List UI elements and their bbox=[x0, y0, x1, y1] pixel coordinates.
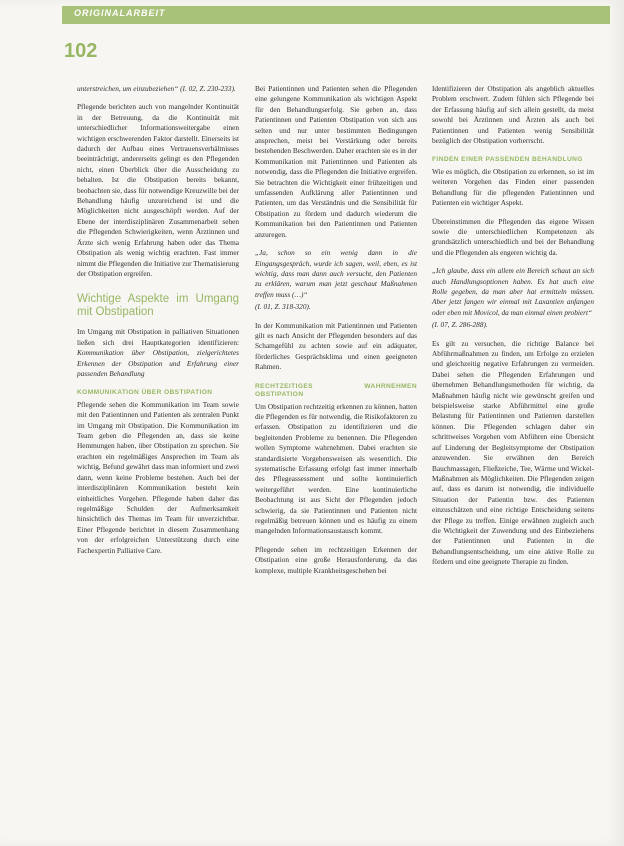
interview-quote: „Ich glaube, dass ein allem ein Bereich schaut an sich auch Handlungsoptionen haben. Es hat auch eine Rolle gegeben, da man aber hat ermitteln müssen. Aber jetzt fangen wir einmal mit Laxantien anfangen oder eben mit Movicol, da man einmal einen probiert“ bbox=[432, 266, 594, 317]
interview-quote: „Ja, schon so ein wenig dann in die Eingangsgespräch, wurde ich sagen, weil, eben, es ist wichtig, dass man dann auch versucht, den Patienten zu erklären, warum man jetzt geschaut Maßnahmen treffen muss (…)“ bbox=[255, 248, 417, 299]
paragraph: Pflegende berichten auch von mangelnder Kontinuität in der Betreuung, da die Kontinuität mit unterschiedlicher Informationsweitergabe einen wichtigen erschwerenden Faktor darstellt. Einerseits ist dadurch der Aufbau eines Vertrauensverhältnisses beeinträchtigt, andererseits gelingt es den Pflegenden nicht, einen Überblick über die Ausscheidung zu behalten. Ist die Obstipation bereits bekannt, beobachten sie, dass für notwendige Kreuzwille bei der Behandlung häufig unzureichend ist und die Möglichkeiten nicht ausgeschöpft werden. Auf der Ebene der interdisziplinären Zusammenarbeit sehen die Pflegenden Schwierigkeiten, wenn Ärztinnen und Ärzte sich wenig Erfahrung haben oder das Thema Obstipation als wenig wichtig erachten. Fast immer nimmt die Pflegenden die Initiative zur Thematisierung der Obstipation ergreifen. bbox=[77, 102, 239, 278]
column-2 bbox=[255, 84, 417, 584]
paragraph: Pflegende sehen im rechtzeitigen Erkennen der Obstipation eine große Herausforderung, da das komplexe, multiple Krankheitsgeschehen bei bbox=[255, 544, 417, 575]
subheading: FINDEN EINER PASSENDEN BEHANDLUNG bbox=[432, 156, 583, 164]
quote-citation: (I. 07, Z. 286-288). bbox=[432, 320, 488, 330]
paragraph: Pflegende sehen die Kommunikation im Team sowie mit den Patientinnen und Patienten als zentralen Punkt im Umgang mit Obstipation. Die Kommunikation im Team geben die Pflegenden an, dass sie keine Hemmungen haben, über Obstipation zu sprechen. Sie erachten ein regelmäßiges Ansprechen im Team als wichtig, Befund gewährt dass man informiert und zwei dann, wenn keine Probleme bestehen. Auch bei der interdisziplinären Kommunikation besteht kein einheitliches Vorgehen. Pflegende haben daher das regelmäßige Schulden der Aufmerksamkeit hinsichtlich des Themas im Team für unverzichtbar. Einer Pflegende berichtet in diesem Zusammenhang von der erfolgreichen Unterstützung durch eine Fachexpertin Palliative Care. bbox=[77, 399, 239, 555]
subheading: RECHTZEITIGES WAHRNEHMEN OBSTIPATION bbox=[255, 382, 417, 399]
subheading: KOMMUNIKATION ÜBER OBSTIPATION bbox=[77, 389, 213, 397]
page-number: 102 bbox=[64, 40, 98, 62]
paragraph: Bei Patientinnen und Patienten sehen die Pflegenden eine gelungene Kommunikation als wichtigen Aspekt für den Behandlungserfolg. Sie geben an, dass Patientinnen und Patienten Obstipation von sich aus selten und nur unter bestimmten Bedingungen ansprechen, meist bei Verstärkung oder bereits bestehenden Beschwerden. Daher erachten sie es in der Kommunikation mit Patientinnen und Patienten als notwendig, dass die Pflegenden die Initiative ergreifen. Sie betrachten die Wichtigkeit einer frühzeitigen und umfassenden Aufklärung aller Patientinnen und Patienten, um das Verständnis und die Sensibilität für Obstipation zu fördern und dadurch wiederum die Kommunikation bei den Patientinnen und Patienten anzuregen. bbox=[255, 84, 417, 239]
section-heading: Wichtige Aspekte im Umgang mit Obstipation bbox=[77, 293, 239, 319]
column-1 bbox=[77, 84, 239, 564]
column-3 bbox=[432, 84, 594, 576]
paragraph-text: Im Umgang mit Obstipation in palliativen Situationen ließen sich drei Hauptkategorien identifizieren: bbox=[77, 327, 239, 347]
paragraph: Um Obstipation rechtzeitig erkennen zu können, hatten die Pflegenden es für notwendig, die Risikofaktoren zu erfassen. Obstipation zu identifizieren und die begleitenden Probleme zu benennen. Die Pflegenden wollen Symptome wahrnehmen. Dabei erachten sie standardisierte Vorgehensweisen als wesentlich. Die systematische Erfassung erfolgt fast immer innerhalb des Pflegeassessment und sollte kontinuierlich weitergeführt werden. Eine kontinuierliche Beobachtung ist aus Sicht der Pflegenden jedoch schwierig, da sie Patientinnen und Patienten nicht regelmäßig betreuen können und es häufig zu einem mangelnden Informationsaustausch kommt. bbox=[255, 401, 417, 536]
paragraph: Wie es möglich, die Obstipation zu erkennen, so ist im weiteren Vorgehen das Finden einer passenden Behandlung für die pflegenden Patientinnen und Patienten ein wichtiger Aspekt. bbox=[432, 166, 594, 208]
section-label: ORIGINALARBEIT bbox=[74, 8, 166, 18]
category-list: Kommunikation über Obstipation, zielgerichtetes Erkennen der Obstipation und Erfahrung einer passenden Behandlung bbox=[77, 348, 239, 378]
paragraph: Identifizieren der Obstipation als angeblich aktuelles Problem erschwert. Zudem fühlen sich Pflegende bei der Erfassung häufig auf sich allein gestellt, da meist sowohl bei Ärztinnen und Ärzten als auch bei Patientinnen und Patienten wenig Sensibilität bezüglich der Obstipation vorherrscht. bbox=[432, 84, 594, 146]
paragraph: Es gilt zu versuchen, die richtige Balance bei Abführmaßnahmen zu finden, um Erfolge zu erzielen und gleichzeitig negative Erfahrungen zu vermeiden. Dabei sehen die Pflegenden Erfahrungen und übernehmen Behandlungsmethoden für wichtig, da Maßnahmen häufig nicht wie gewünscht greifen und beispielsweise starke Abführmittel eine große Belastung für Patientinnen und Patienten darstellen können. Die Pflegenden schlagen daher ein schrittweises Vorgehen vom Abführen eine Übersicht auf Linderung der Begleitsymptome der Obstipation anzuwenden. Sie erwähnen den Bereich Bauchmassagen, Fließzeiche, Tee, Wärme und Wickel-Maßnahmen als Möglichkeiten. Die Pflegenden zeigen auf, dass es darum ist notwendig, die individuelle Situation der Patientin bzw. des Patienten einzuschätzen und eine richtige Entscheidung seitens der Pflege zu treffen. Einige erwähnen zugleich auch die Wichtigkeit der Zuwendung und des Einbeziehens der Patientinnen und Patienten in die Behandlungsentscheidung, um eine aktive Rolle zu fördern und eine geeignete Therapie zu finden. bbox=[432, 338, 594, 567]
paragraph: Übereinstimmen die Pflegenden das eigene Wissen sowie die unterschiedlichen Kompetenzen als grundsätzlich unterschiedlich und bei der Behandlung und die Pflegenden als engeren wichtig da. bbox=[432, 216, 594, 257]
paragraph: In der Kommunikation mit Patientinnen und Patienten gilt es nach Ansicht der Pflegenden besonders auf das Schamgefühl zu achten sowie auf ein adäquater, förderliches Gesprächsklima und einen geeigneten Rahmen. bbox=[255, 320, 417, 372]
quote-citation: (I. 01, Z. 318-320). bbox=[255, 302, 311, 312]
paragraph bbox=[77, 327, 239, 379]
citation-continued: unterstreichen, um einzubeziehen“ (I. 02, Z. 230-233). bbox=[77, 84, 236, 93]
